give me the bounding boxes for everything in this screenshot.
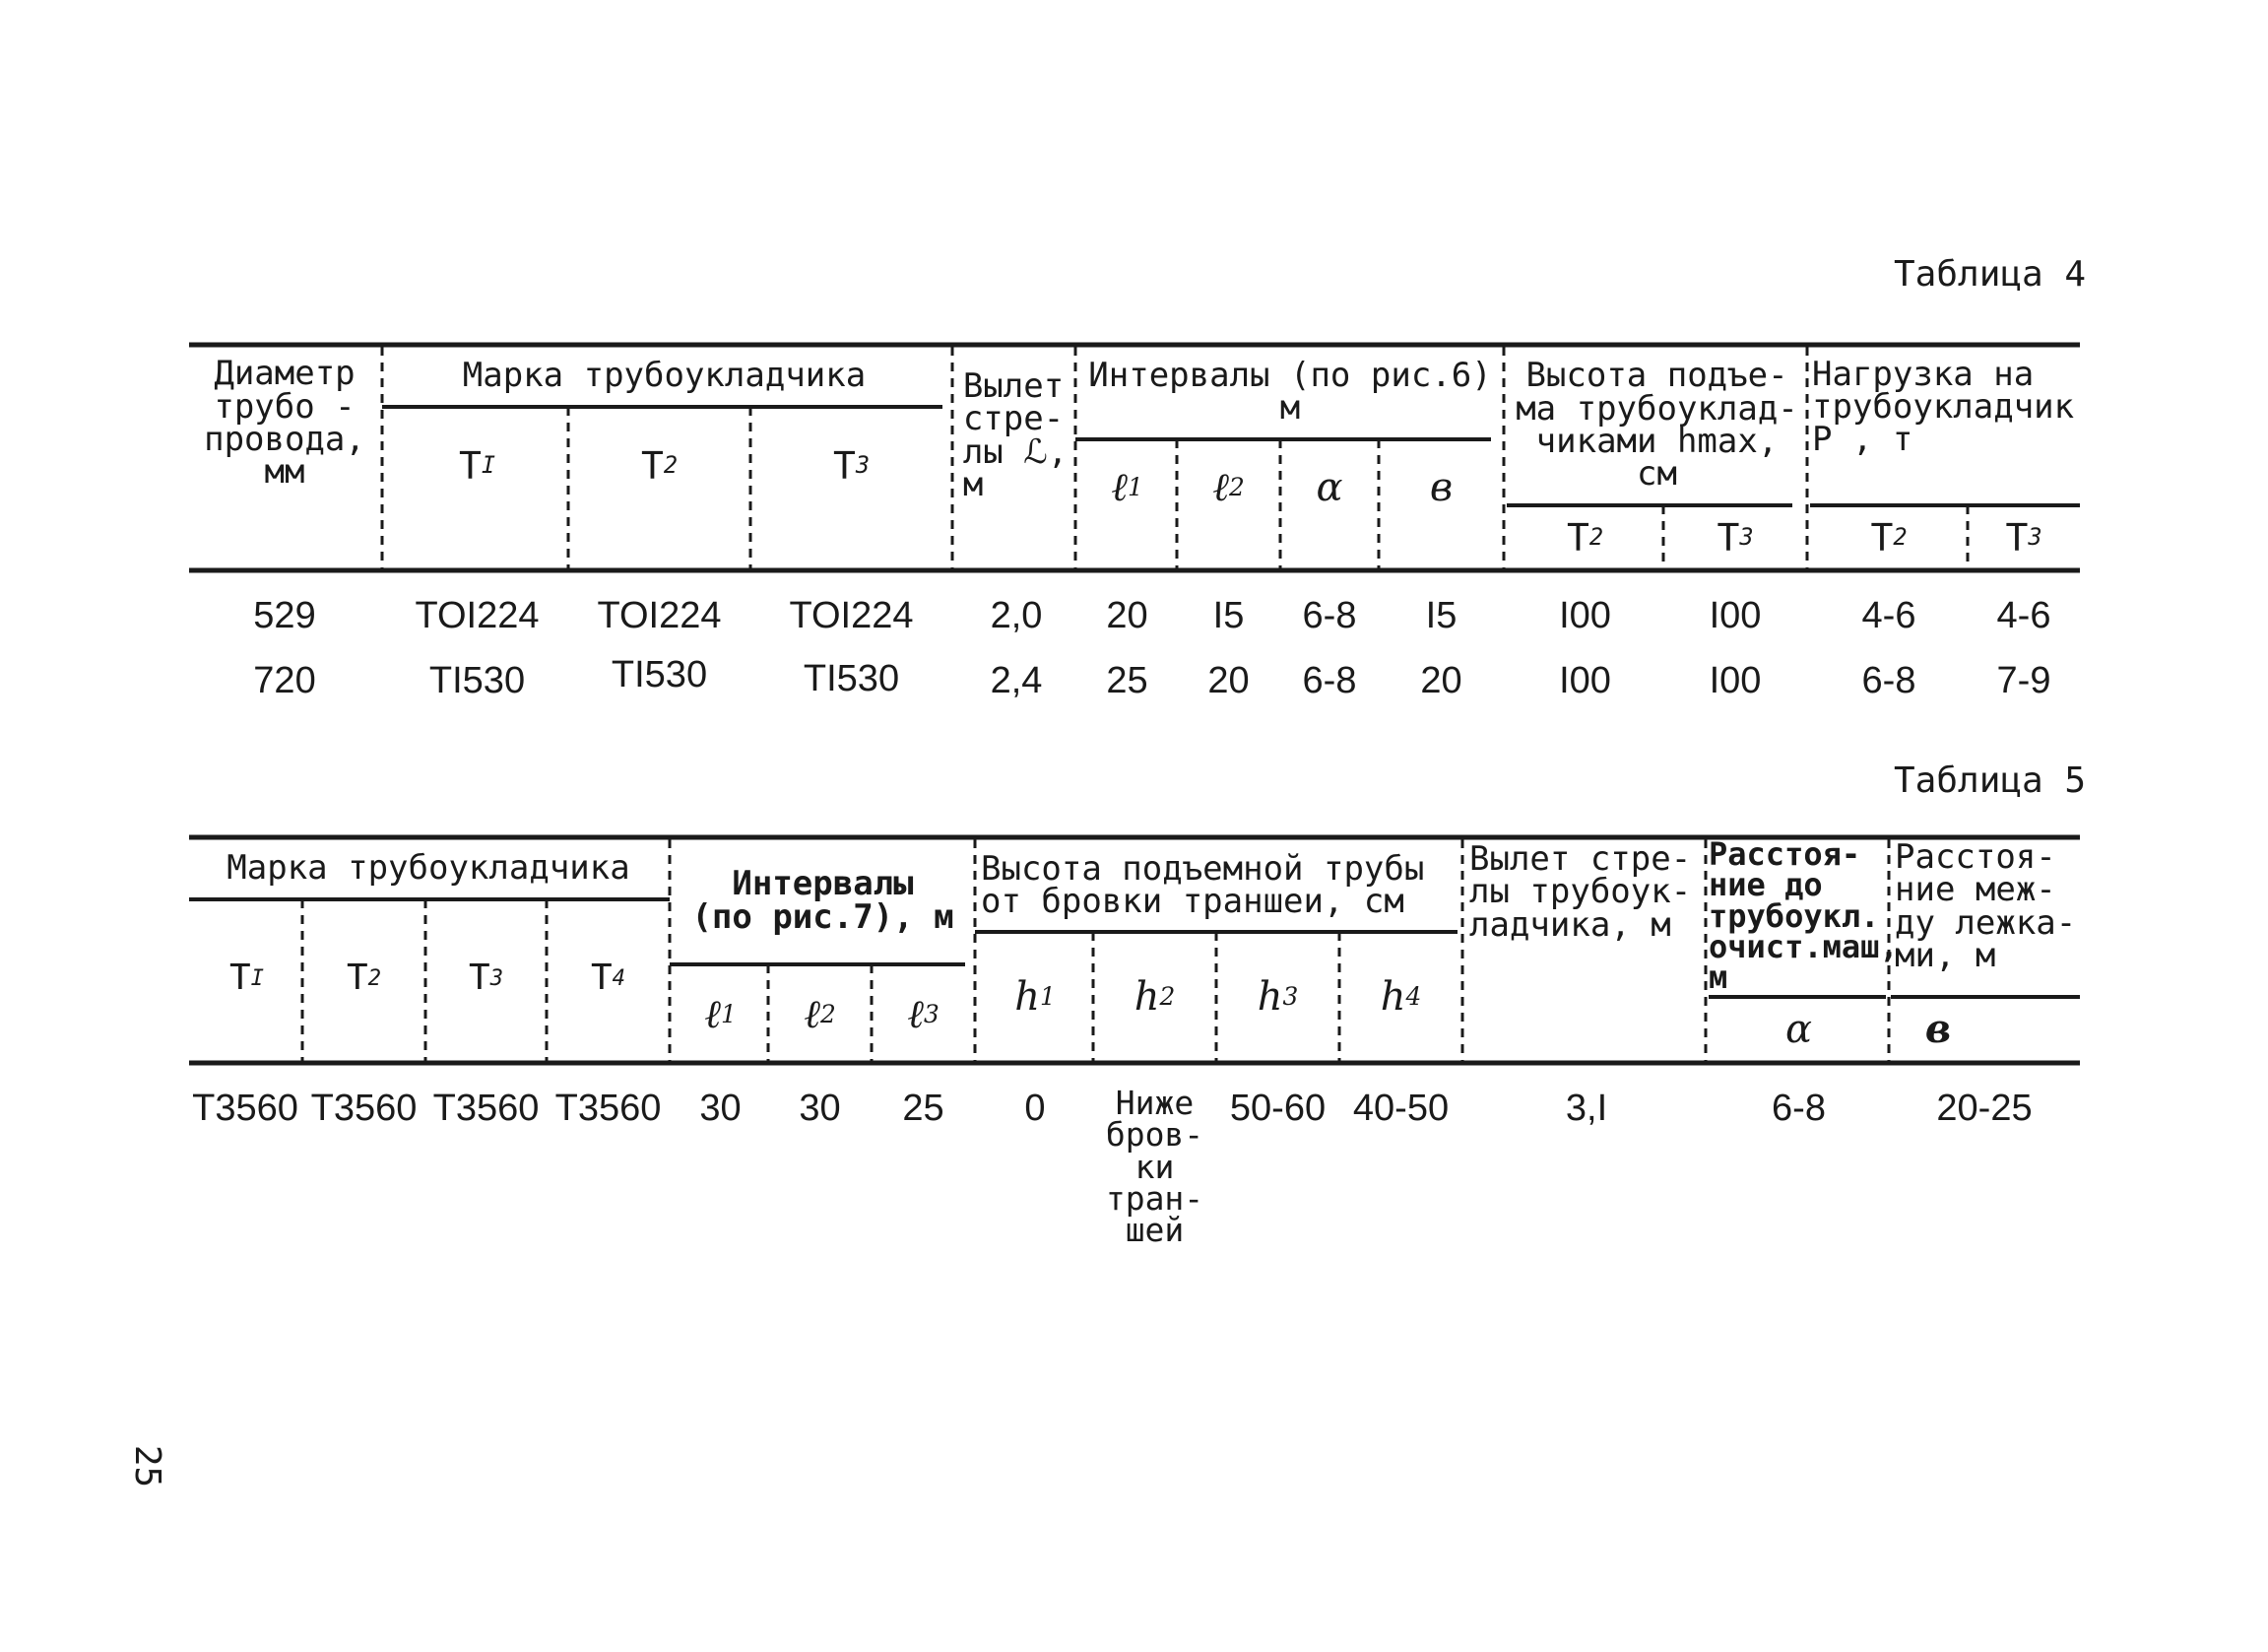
t4-interval-l1-index: 1 xyxy=(1127,472,1143,501)
t5-height-h3-letter: h xyxy=(1257,974,1283,1020)
t4-row1-t3: TOI224 xyxy=(789,595,914,636)
t5-col-brand: Марка трубоукладчика xyxy=(227,848,630,889)
t4-col-brand: Марка трубоукладчика xyxy=(462,356,867,396)
t4-row2-load-t3: 7-9 xyxy=(1996,660,2051,701)
t4-row2-t2: TI530 xyxy=(611,654,708,695)
t5-row1-distance-a: 6-8 xyxy=(1772,1088,1826,1129)
t5-brand-t4 xyxy=(547,904,670,1052)
t4-row1-t1: TOI224 xyxy=(415,595,540,636)
t5-col-reach: Вылет стре- лы трубоук- ладчика, м xyxy=(1469,839,1692,945)
t4-brand-t2 xyxy=(568,412,750,520)
t5-interval-l1-index: 1 xyxy=(720,999,737,1028)
t4-load-t3-letter: T xyxy=(2005,516,2029,560)
t4-row1-l2: I5 xyxy=(1212,595,1245,636)
t5-col-distance-b: Расстоя- ние меж- ду лежка- ми, м xyxy=(1895,837,2077,975)
t4-row2-height-t3: I00 xyxy=(1709,660,1762,701)
t5-interval-l3-letter: ℓ xyxy=(907,992,924,1037)
t4-height-t2-index: 2 xyxy=(1588,523,1604,552)
t5-height-h3-index: 3 xyxy=(1282,981,1299,1011)
t5-brand-t2 xyxy=(302,904,425,1052)
t5-height-h1 xyxy=(977,938,1093,1056)
t4-col-load: Нагрузка на трубоукладчик P , т xyxy=(1812,354,2075,460)
t4-row2-b: 20 xyxy=(1420,660,1462,701)
t4-interval-a: α xyxy=(1316,465,1343,510)
t4-load-t3 xyxy=(1968,508,2080,567)
t4-interval-l2-letter: ℓ xyxy=(1212,465,1229,510)
t4-interval-l1-letter: ℓ xyxy=(1111,465,1128,510)
t4-row2-t1: TI530 xyxy=(428,660,526,701)
table4-caption: Таблица 4 xyxy=(1894,254,2087,295)
t5-interval-l2 xyxy=(768,970,872,1059)
t5-interval-l3-index: 3 xyxy=(923,999,940,1028)
t5-row1-h2: Ниже бров- ки тран- шей xyxy=(1105,1084,1204,1250)
t5-row1-h4: 40-50 xyxy=(1352,1088,1450,1129)
t5-brand-t3-letter: T xyxy=(468,958,490,998)
t5-row1-t4: T3560 xyxy=(554,1088,662,1129)
t4-height-t2 xyxy=(1507,508,1663,567)
t4-brand-t3-letter: T xyxy=(832,444,856,488)
t5-brand-t1 xyxy=(191,904,302,1052)
t4-row2-reach: 2,4 xyxy=(990,660,1043,701)
t5-col-height: Высота подъемной трубы от бровки траншеи, см xyxy=(981,848,1425,921)
t4-col-diameter: Диаметр трубо - провода, мм xyxy=(204,354,365,493)
t4-row1-height-t2: I00 xyxy=(1559,595,1611,636)
t4-height-t2-letter: T xyxy=(1566,516,1589,560)
t5-brand-t1-index: I xyxy=(250,964,265,991)
t5-interval-l2-letter: ℓ xyxy=(804,992,820,1037)
t4-row1-height-t3: I00 xyxy=(1709,595,1762,636)
t5-row1-t1: T3560 xyxy=(192,1088,298,1129)
t4-row1-t2: TOI224 xyxy=(597,595,722,636)
t4-load-t2-letter: T xyxy=(1870,516,1894,560)
table5-caption: Таблица 5 xyxy=(1894,760,2087,801)
t5-brand-t3-index: 3 xyxy=(489,964,504,991)
t5-height-h2-letter: h xyxy=(1134,974,1160,1020)
t4-brand-t2-letter: T xyxy=(640,444,664,488)
t4-row2-l1: 25 xyxy=(1106,660,1148,701)
t4-row2-load-t2: 6-8 xyxy=(1861,660,1916,701)
t5-row1-h1: 0 xyxy=(1024,1088,1046,1129)
t5-row1-t3: T3560 xyxy=(432,1088,540,1129)
t5-brand-t4-letter: T xyxy=(590,958,613,998)
t4-col-reach: Вылет стре- лы ℒ, м xyxy=(962,365,1069,504)
t5-height-h3 xyxy=(1216,938,1339,1056)
t4-row2-l2: 20 xyxy=(1207,660,1250,701)
page-number: 25 xyxy=(127,1444,168,1488)
t4-row2-a: 6-8 xyxy=(1302,660,1357,701)
t5-height-h4-letter: h xyxy=(1380,974,1406,1020)
t4-height-t3-letter: T xyxy=(1717,516,1740,560)
t5-brand-t2-index: 2 xyxy=(367,964,382,991)
t5-distance-b-sym: в xyxy=(1924,1006,1952,1052)
t5-row1-l3: 25 xyxy=(902,1088,944,1129)
t4-brand-t3-index: 3 xyxy=(855,451,871,480)
t5-row1-l1: 30 xyxy=(699,1088,742,1129)
t4-height-t3 xyxy=(1663,508,1807,567)
t4-brand-t1-index: I xyxy=(481,451,496,480)
t5-row1-h3: 50-60 xyxy=(1229,1088,1327,1129)
t4-interval-l2 xyxy=(1177,443,1280,532)
t5-interval-l2-index: 2 xyxy=(819,999,836,1028)
t5-interval-l1-letter: ℓ xyxy=(704,992,721,1037)
t4-brand-t1-letter: T xyxy=(458,444,482,488)
t4-row1-l1: 20 xyxy=(1106,595,1148,636)
t4-row2-t3: TI530 xyxy=(803,658,900,699)
t5-brand-t1-letter: T xyxy=(228,958,251,998)
t4-interval-b: в xyxy=(1429,465,1454,510)
t4-row1-load-t2: 4-6 xyxy=(1861,595,1916,636)
t5-col-intervals: Интервалы (по рис.7), м xyxy=(691,864,954,937)
t5-distance-a-sym: α xyxy=(1784,1007,1812,1052)
t5-interval-l1 xyxy=(673,970,768,1059)
t4-col-intervals: Интервалы (по рис.6) м xyxy=(1088,355,1492,428)
t5-row1-t2: T3560 xyxy=(310,1088,418,1129)
t4-row1-load-t3: 4-6 xyxy=(1996,595,2051,636)
t4-load-t3-index: 3 xyxy=(2028,523,2042,552)
t5-brand-t4-index: 4 xyxy=(612,964,626,991)
t4-interval-l2-index: 2 xyxy=(1228,472,1245,501)
t5-height-h1-index: 1 xyxy=(1039,981,1056,1011)
t5-row1-l2: 30 xyxy=(799,1088,841,1129)
t4-brand-t1 xyxy=(386,412,568,520)
t4-brand-t2-index: 2 xyxy=(663,451,679,480)
t5-row1-reach: 3,I xyxy=(1565,1088,1608,1129)
t5-row1-distance-b: 20-25 xyxy=(1936,1088,2033,1129)
t4-row2-diameter: 720 xyxy=(253,660,316,701)
t5-height-h1-letter: h xyxy=(1014,974,1040,1020)
t5-interval-l3 xyxy=(872,970,975,1059)
t4-height-t3-index: 3 xyxy=(1739,523,1754,552)
t4-brand-t3 xyxy=(750,412,952,520)
t5-height-h2-index: 2 xyxy=(1159,981,1176,1011)
t5-height-h2 xyxy=(1093,938,1216,1056)
t4-load-t2-index: 2 xyxy=(1893,523,1908,552)
t4-col-height: Высота подъе- ма трубоуклад- чиками hmax, см xyxy=(1516,356,1798,495)
t5-height-h4-index: 4 xyxy=(1405,981,1422,1011)
t5-brand-t2-letter: T xyxy=(346,958,368,998)
t5-height-h4 xyxy=(1339,938,1462,1056)
t4-row1-reach: 2,0 xyxy=(990,595,1043,636)
t4-row2-height-t2: I00 xyxy=(1559,660,1611,701)
t5-brand-t3 xyxy=(425,904,547,1052)
t5-col-distance-a: Расстоя- ние до трубоукл. очист.маш, м xyxy=(1709,835,1899,997)
t4-row1-diameter: 529 xyxy=(253,595,316,636)
t4-interval-l1 xyxy=(1077,443,1177,532)
t4-load-t2 xyxy=(1810,508,1968,567)
t4-row1-b: I5 xyxy=(1425,595,1458,636)
t4-row1-a: 6-8 xyxy=(1302,595,1357,636)
